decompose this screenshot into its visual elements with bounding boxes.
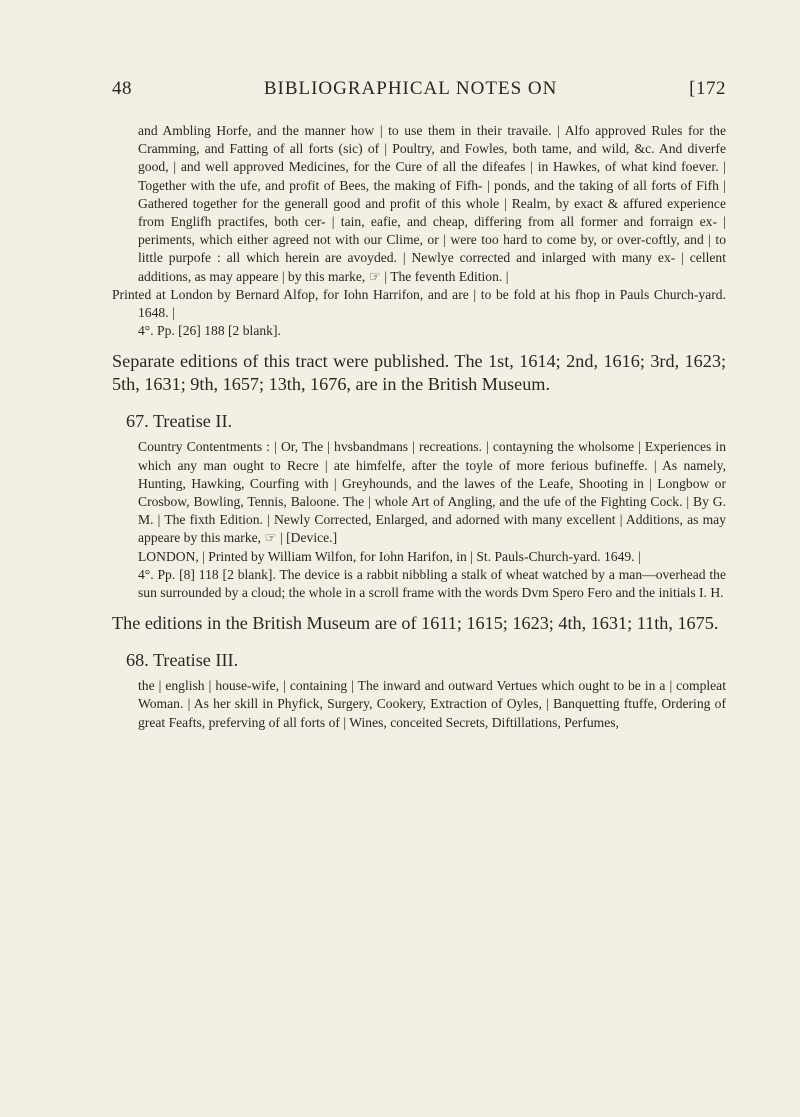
imprint: Printed at London by Bernard Alfop, for Iohn Harrifon, and are | to be fold at his fhop in Pauls Church-yard. 1648. | [112, 286, 726, 321]
collation: 4°. Pp. [26] 188 [2 blank]. [138, 323, 281, 339]
treatise-heading-68: 68. Treatise III. [126, 650, 239, 671]
running-title: BIBLIOGRAPHICAL NOTES ON [263, 78, 558, 99]
page-number: 48 [112, 78, 132, 99]
british-museum-editions-paragraph: The editions in the British Museum are of 1611; 1615; 1623; 4th, 1631; 11th, 1675. [112, 613, 719, 634]
editions-paragraph: Separate editions of this tract were published. The 1st, 1614; 2nd, 1616; 3rd, 1623; 5th, 1631; 9th, 1657; 13th, 1676, are in the British Museum. [112, 351, 726, 395]
treatise-ii-title: Country Contentments : | Or, The | hvsbandmans | recreations. | contayning the wholsome | Experiences in which any man ought to Recre | ate himfelfe, after the toyle of more ferious bufineffe. | As namely, Hunting, Hawking, Courfing with | Greyhounds, and the lawes of the Leafe, Shooting in | Longbow or Crosbow, Bowling, Tennis, Baloone. The | whole Art of Angling, and the ufe of the Fighting Cock. | By G. M. | The fixth Edition. | Newly Corrected, Enlarged, and adorned with many excellent | Additions, as may appeare by this marke, ☞ | [Device.] [138, 439, 726, 546]
treatise-iii-entry [112, 677, 726, 732]
page-header [112, 78, 726, 100]
treatise-iii-title: the | english | house-wife, | containing | The inward and outward Vertues which ought to be in a | compleat Woman. | As her skill in Phyfick, Surgery, Cookery, Extraction of Oyles, | Banquetting ftuffe, Ordering of great Feafts, preferving of all forts of | Wines, conceited Secrets, Diftillations, Perfumes, [138, 678, 726, 730]
treatise-ii-imprint: LONDON, | Printed by William Wilfon, for Iohn Harifon, in | St. Pauls-Church-yard. 1649. | [138, 548, 641, 564]
treatise-heading-67: 67. Treatise II. [126, 411, 233, 432]
title-transcription-continued: and Ambling Horfe, and the manner how | to use them in their travaile. | Alfo approved Rules for the Cramming, and Fatting of all forts (sic) of | Poultry, and Fowles, both tame, and wild, &c. And diverfe good, | and well approved Medicines, for the Cure of all the difeafes | in Hawkes, of what kind foever. | Together with the ufe, and profit of Bees, the making of Fifh- | ponds, and the taking of all forts of Fifh | Gathered together for the generall good and profit of this whole | Realm, by exact & affured experience from Englifh practifes, both cer- | tain, eafie, and cheap, differing from all former and forraign ex- | periments, which either agreed not with our Clime, or | were too hard to come by, or over-coftly, and | to little purpofe : all which herein are avoyded. | Newlye corrected and inlarged with many ex- | cellent additions, as may appeare | by this marke, ☞ | The feventh Edition. | [138, 123, 726, 284]
treatise-ii-entry [112, 438, 726, 602]
treatise-ii-collation: 4°. Pp. [8] 118 [2 blank]. The device is a rabbit nibbling a stalk of wheat watched by a man—overhead the sun surrounded by a cloud; the whole in a scroll frame with the words Dvm Spero Fero and the initials I. H. [138, 566, 726, 601]
section-reference: [172 [689, 78, 726, 99]
treatise-i-title-continued [112, 122, 726, 340]
